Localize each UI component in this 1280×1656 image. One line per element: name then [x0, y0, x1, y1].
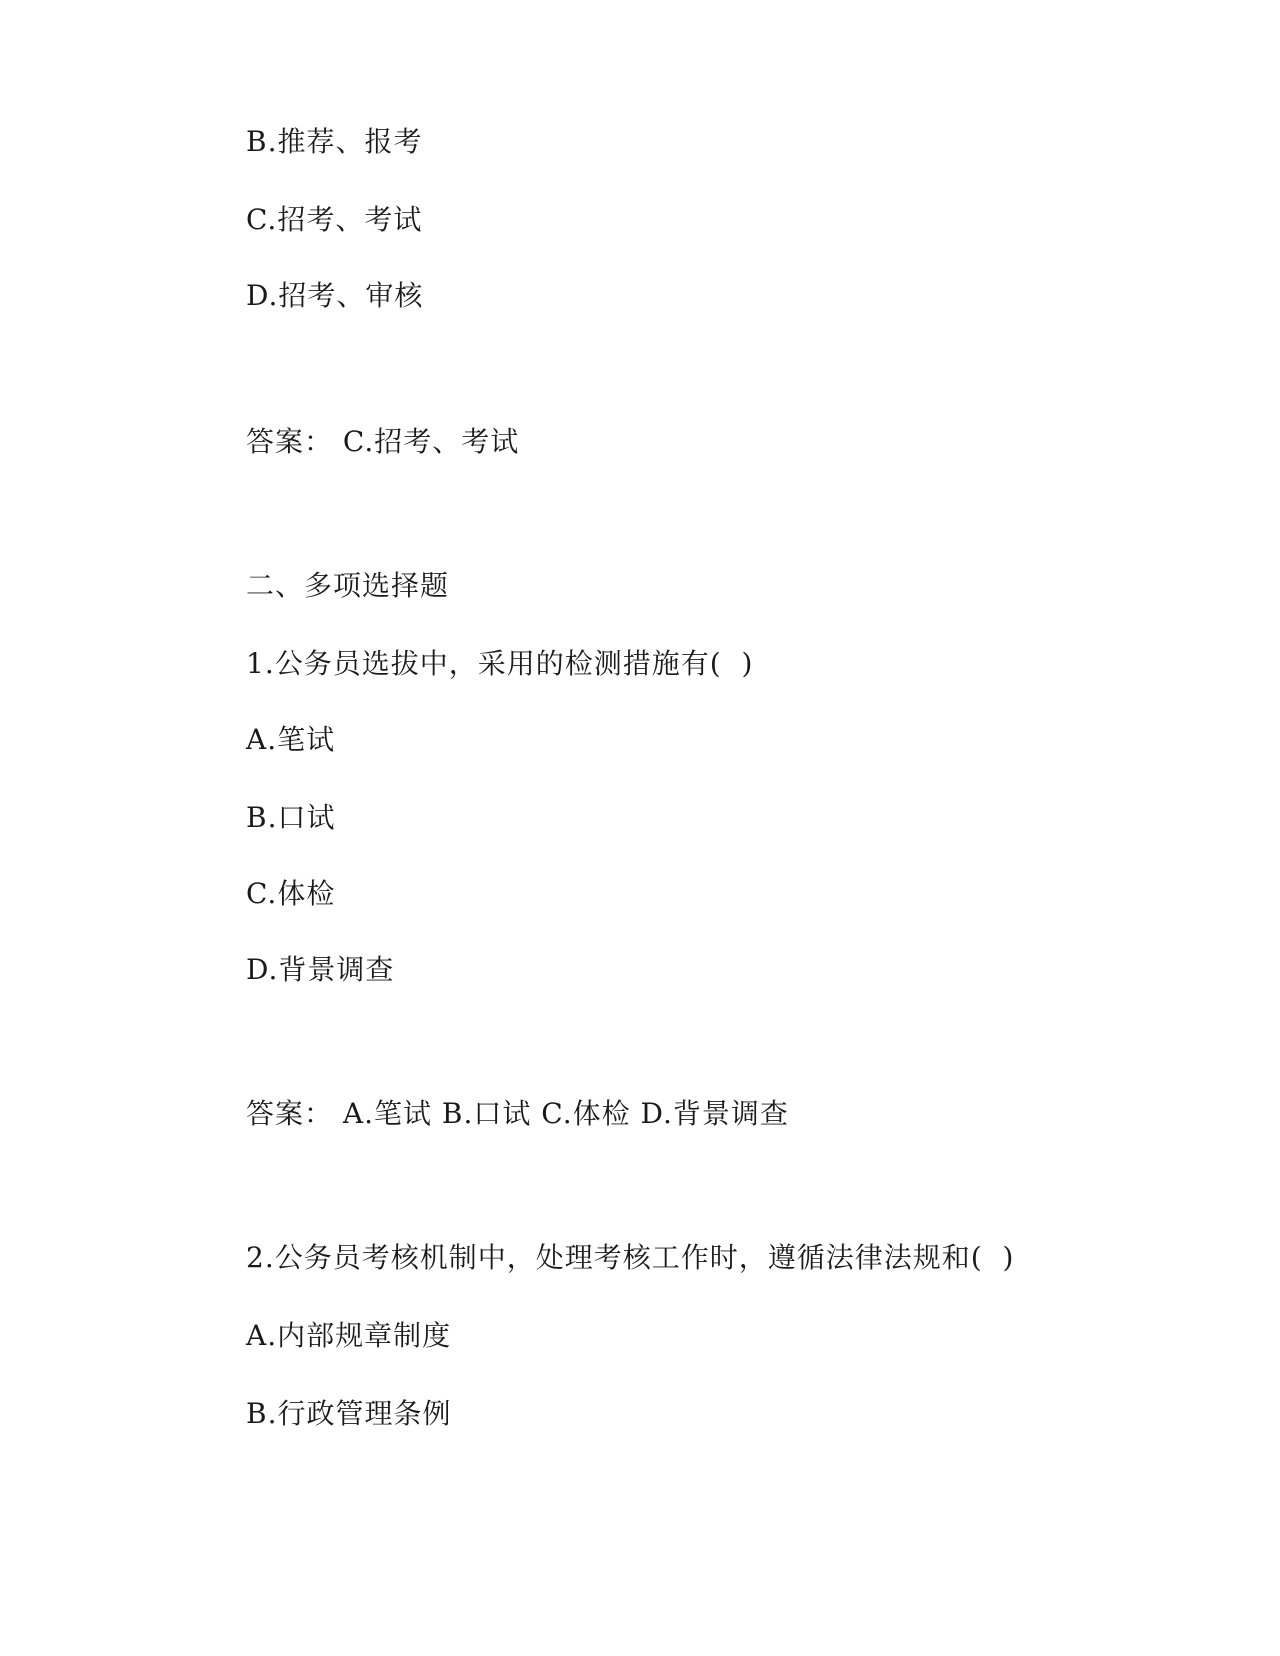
option-b: B.推荐、报考 — [246, 125, 423, 158]
option-c: C.体检 — [246, 877, 336, 910]
question-stem: 2.公务员考核机制中，处理考核工作时，遵循法律法规和( ) — [246, 1241, 1015, 1274]
option-d: D.招考、审核 — [246, 279, 424, 312]
option-b: B.行政管理条例 — [246, 1397, 452, 1430]
option-d: D.背景调查 — [246, 953, 395, 986]
option-b: B.口试 — [246, 801, 336, 834]
section-heading: 二、多项选择题 — [246, 569, 450, 602]
option-c: C.招考、考试 — [246, 203, 423, 236]
option-a: A.内部规章制度 — [246, 1319, 452, 1352]
answer: 答案： C.招考、考试 — [246, 425, 520, 458]
answer: 答案： A.笔试 B.口试 C.体检 D.背景调查 — [246, 1097, 789, 1130]
question-stem: 1.公务员选拔中，采用的检测措施有( ) — [246, 647, 754, 680]
option-a: A.笔试 — [246, 723, 336, 756]
